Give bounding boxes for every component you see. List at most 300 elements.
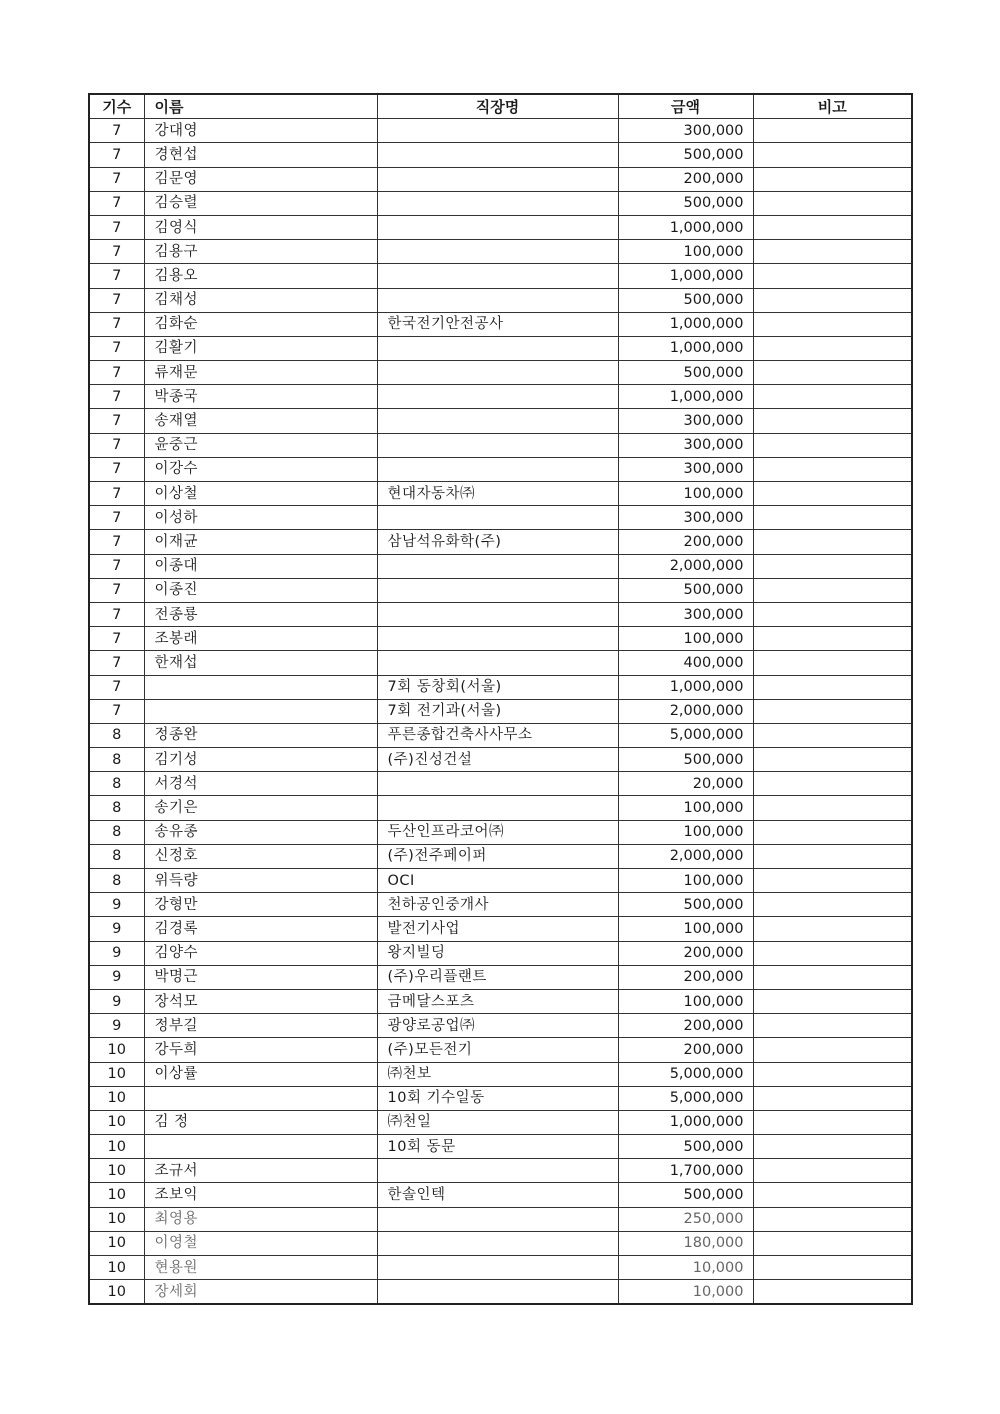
table-row — [89, 675, 912, 699]
generation-cell: 10 — [89, 1256, 144, 1280]
generation-cell: 7 — [89, 240, 144, 264]
amount-cell: 500,000 — [618, 191, 753, 215]
name-cell: 이강수 — [144, 457, 377, 481]
table-row — [89, 1014, 912, 1038]
amount-cell: 1,000,000 — [618, 336, 753, 360]
name-cell: 한재섭 — [144, 651, 377, 675]
table-row — [89, 288, 912, 312]
table-row — [89, 191, 912, 215]
name-cell — [144, 1135, 377, 1159]
name-cell: 박명근 — [144, 965, 377, 989]
amount-cell: 100,000 — [618, 482, 753, 506]
generation-cell: 7 — [89, 409, 144, 433]
workplace-cell — [377, 433, 618, 457]
table-row — [89, 385, 912, 409]
name-cell: 이상철 — [144, 482, 377, 506]
name-cell: 김활기 — [144, 336, 377, 360]
name-cell: 강형만 — [144, 893, 377, 917]
note-cell — [753, 627, 912, 651]
note-cell — [753, 482, 912, 506]
workplace-cell — [377, 385, 618, 409]
workplace-cell — [377, 143, 618, 167]
name-cell: 강두희 — [144, 1038, 377, 1062]
workplace-cell — [377, 240, 618, 264]
note-cell — [753, 167, 912, 191]
note-cell — [753, 651, 912, 675]
name-cell: 최영용 — [144, 1207, 377, 1231]
amount-cell: 5,000,000 — [618, 1062, 753, 1086]
workplace-cell — [377, 457, 618, 481]
table-row — [89, 699, 912, 723]
generation-cell: 7 — [89, 578, 144, 602]
name-cell: 송기은 — [144, 796, 377, 820]
workplace-cell — [377, 506, 618, 530]
generation-cell: 9 — [89, 893, 144, 917]
generation-cell: 7 — [89, 433, 144, 457]
workplace-cell: 7회 전기과(서울) — [377, 699, 618, 723]
name-cell: 김양수 — [144, 941, 377, 965]
generation-cell: 9 — [89, 989, 144, 1013]
amount-cell: 1,000,000 — [618, 264, 753, 288]
note-cell — [753, 1086, 912, 1110]
header-amount: 금액 — [618, 94, 753, 119]
generation-cell: 10 — [89, 1135, 144, 1159]
amount-cell: 500,000 — [618, 288, 753, 312]
generation-cell: 8 — [89, 844, 144, 868]
table-row — [89, 1135, 912, 1159]
table-row — [89, 1280, 912, 1305]
table-row — [89, 457, 912, 481]
note-cell — [753, 1014, 912, 1038]
amount-cell: 400,000 — [618, 651, 753, 675]
amount-cell: 500,000 — [618, 143, 753, 167]
workplace-cell — [377, 578, 618, 602]
generation-cell: 9 — [89, 965, 144, 989]
workplace-cell: 현대자동차㈜ — [377, 482, 618, 506]
workplace-cell — [377, 361, 618, 385]
name-cell: 강대영 — [144, 119, 377, 143]
name-cell: 김승렬 — [144, 191, 377, 215]
amount-cell: 100,000 — [618, 627, 753, 651]
name-cell: 김영식 — [144, 215, 377, 239]
name-cell: 이종대 — [144, 554, 377, 578]
workplace-cell: 광양로공업㈜ — [377, 1014, 618, 1038]
note-cell — [753, 748, 912, 772]
workplace-cell — [377, 336, 618, 360]
note-cell — [753, 723, 912, 747]
workplace-cell — [377, 796, 618, 820]
note-cell — [753, 675, 912, 699]
note-cell — [753, 893, 912, 917]
name-cell: 정종완 — [144, 723, 377, 747]
table-row — [89, 1110, 912, 1134]
header-note: 비고 — [753, 94, 912, 119]
note-cell — [753, 1183, 912, 1207]
name-cell: 김용오 — [144, 264, 377, 288]
amount-cell: 500,000 — [618, 1183, 753, 1207]
name-cell: 이영철 — [144, 1231, 377, 1255]
generation-cell: 9 — [89, 941, 144, 965]
table-row — [89, 941, 912, 965]
table-header-row — [89, 94, 912, 119]
amount-cell: 1,000,000 — [618, 385, 753, 409]
amount-cell: 500,000 — [618, 578, 753, 602]
donation-table-container — [88, 93, 911, 1305]
note-cell — [753, 1231, 912, 1255]
note-cell — [753, 240, 912, 264]
table-row — [89, 1159, 912, 1183]
generation-cell: 10 — [89, 1110, 144, 1134]
note-cell — [753, 941, 912, 965]
amount-cell: 20,000 — [618, 772, 753, 796]
table-row — [89, 312, 912, 336]
generation-cell: 10 — [89, 1280, 144, 1305]
generation-cell: 7 — [89, 457, 144, 481]
workplace-cell — [377, 1207, 618, 1231]
generation-cell: 8 — [89, 820, 144, 844]
note-cell — [753, 844, 912, 868]
table-row — [89, 143, 912, 167]
name-cell: 장석모 — [144, 989, 377, 1013]
note-cell — [753, 1159, 912, 1183]
workplace-cell: ㈜천일 — [377, 1110, 618, 1134]
generation-cell: 8 — [89, 723, 144, 747]
generation-cell: 9 — [89, 1014, 144, 1038]
workplace-cell — [377, 409, 618, 433]
name-cell: 박종국 — [144, 385, 377, 409]
note-cell — [753, 820, 912, 844]
workplace-cell: (주)전주페이퍼 — [377, 844, 618, 868]
name-cell: 김화순 — [144, 312, 377, 336]
workplace-cell: 한솔인텍 — [377, 1183, 618, 1207]
amount-cell: 200,000 — [618, 941, 753, 965]
amount-cell: 10,000 — [618, 1280, 753, 1305]
workplace-cell: (주)우리플랜트 — [377, 965, 618, 989]
generation-cell: 10 — [89, 1183, 144, 1207]
note-cell — [753, 119, 912, 143]
workplace-cell — [377, 167, 618, 191]
note-cell — [753, 1110, 912, 1134]
amount-cell: 180,000 — [618, 1231, 753, 1255]
amount-cell: 5,000,000 — [618, 1086, 753, 1110]
workplace-cell — [377, 627, 618, 651]
name-cell: 위득량 — [144, 869, 377, 893]
workplace-cell: 금메달스포츠 — [377, 989, 618, 1013]
amount-cell: 300,000 — [618, 506, 753, 530]
name-cell: 김경록 — [144, 917, 377, 941]
amount-cell: 200,000 — [618, 530, 753, 554]
workplace-cell — [377, 651, 618, 675]
table-row — [89, 917, 912, 941]
table-row — [89, 723, 912, 747]
name-cell: 정부길 — [144, 1014, 377, 1038]
table-row — [89, 627, 912, 651]
name-cell: 조봉래 — [144, 627, 377, 651]
donation-table — [88, 93, 913, 1305]
generation-cell: 8 — [89, 748, 144, 772]
workplace-cell — [377, 1280, 618, 1305]
table-row — [89, 361, 912, 385]
table-row — [89, 119, 912, 143]
table-row — [89, 554, 912, 578]
workplace-cell: 천하공인중개사 — [377, 893, 618, 917]
generation-cell: 7 — [89, 361, 144, 385]
name-cell: 김용구 — [144, 240, 377, 264]
name-cell: 이재균 — [144, 530, 377, 554]
note-cell — [753, 1135, 912, 1159]
amount-cell: 200,000 — [618, 965, 753, 989]
name-cell: 조보익 — [144, 1183, 377, 1207]
name-cell: 현용원 — [144, 1256, 377, 1280]
amount-cell: 2,000,000 — [618, 844, 753, 868]
table-row — [89, 893, 912, 917]
workplace-cell: 10회 기수일동 — [377, 1086, 618, 1110]
workplace-cell: 두산인프라코어㈜ — [377, 820, 618, 844]
name-cell — [144, 675, 377, 699]
note-cell — [753, 409, 912, 433]
note-cell — [753, 336, 912, 360]
generation-cell: 10 — [89, 1062, 144, 1086]
table-row — [89, 602, 912, 626]
table-row — [89, 651, 912, 675]
note-cell — [753, 869, 912, 893]
note-cell — [753, 796, 912, 820]
table-row — [89, 1062, 912, 1086]
generation-cell: 8 — [89, 869, 144, 893]
note-cell — [753, 578, 912, 602]
name-cell: 전종룡 — [144, 602, 377, 626]
table-body — [89, 119, 912, 1305]
name-cell: 김문영 — [144, 167, 377, 191]
table-row — [89, 482, 912, 506]
amount-cell: 2,000,000 — [618, 554, 753, 578]
workplace-cell — [377, 602, 618, 626]
note-cell — [753, 1062, 912, 1086]
workplace-cell: OCI — [377, 869, 618, 893]
note-cell — [753, 506, 912, 530]
name-cell: 송재열 — [144, 409, 377, 433]
note-cell — [753, 1256, 912, 1280]
note-cell — [753, 288, 912, 312]
note-cell — [753, 917, 912, 941]
table-row — [89, 1086, 912, 1110]
workplace-cell: 한국전기안전공사 — [377, 312, 618, 336]
workplace-cell: 왕지빌딩 — [377, 941, 618, 965]
header-workplace: 직장명 — [377, 94, 618, 119]
note-cell — [753, 699, 912, 723]
amount-cell: 500,000 — [618, 1135, 753, 1159]
amount-cell: 100,000 — [618, 989, 753, 1013]
amount-cell: 100,000 — [618, 917, 753, 941]
amount-cell: 200,000 — [618, 1014, 753, 1038]
workplace-cell: (주)진성건설 — [377, 748, 618, 772]
amount-cell: 100,000 — [618, 240, 753, 264]
workplace-cell — [377, 1231, 618, 1255]
amount-cell: 200,000 — [618, 1038, 753, 1062]
amount-cell: 200,000 — [618, 167, 753, 191]
amount-cell: 300,000 — [618, 602, 753, 626]
table-row — [89, 820, 912, 844]
table-row — [89, 989, 912, 1013]
workplace-cell — [377, 554, 618, 578]
note-cell — [753, 264, 912, 288]
generation-cell: 7 — [89, 530, 144, 554]
name-cell: 류재문 — [144, 361, 377, 385]
table-row — [89, 1038, 912, 1062]
table-row — [89, 748, 912, 772]
workplace-cell — [377, 1159, 618, 1183]
note-cell — [753, 1038, 912, 1062]
note-cell — [753, 143, 912, 167]
table-row — [89, 215, 912, 239]
generation-cell: 7 — [89, 191, 144, 215]
name-cell: 장세회 — [144, 1280, 377, 1305]
table-row — [89, 433, 912, 457]
amount-cell: 1,000,000 — [618, 1110, 753, 1134]
workplace-cell: 삼남석유화학(주) — [377, 530, 618, 554]
note-cell — [753, 215, 912, 239]
amount-cell: 5,000,000 — [618, 723, 753, 747]
note-cell — [753, 361, 912, 385]
generation-cell: 7 — [89, 143, 144, 167]
amount-cell: 500,000 — [618, 361, 753, 385]
generation-cell: 8 — [89, 796, 144, 820]
note-cell — [753, 433, 912, 457]
amount-cell: 250,000 — [618, 1207, 753, 1231]
workplace-cell — [377, 191, 618, 215]
generation-cell: 7 — [89, 288, 144, 312]
note-cell — [753, 772, 912, 796]
workplace-cell — [377, 215, 618, 239]
amount-cell: 500,000 — [618, 748, 753, 772]
note-cell — [753, 602, 912, 626]
generation-cell: 7 — [89, 506, 144, 530]
amount-cell: 100,000 — [618, 869, 753, 893]
generation-cell: 7 — [89, 651, 144, 675]
note-cell — [753, 1280, 912, 1305]
workplace-cell — [377, 772, 618, 796]
generation-cell: 10 — [89, 1207, 144, 1231]
workplace-cell — [377, 288, 618, 312]
generation-cell: 7 — [89, 482, 144, 506]
table-row — [89, 1256, 912, 1280]
name-cell: 이종진 — [144, 578, 377, 602]
amount-cell: 300,000 — [618, 409, 753, 433]
note-cell — [753, 554, 912, 578]
table-row — [89, 844, 912, 868]
note-cell — [753, 191, 912, 215]
table-row — [89, 578, 912, 602]
header-name: 이름 — [144, 94, 377, 119]
table-row — [89, 1231, 912, 1255]
amount-cell: 300,000 — [618, 433, 753, 457]
name-cell: 김채성 — [144, 288, 377, 312]
table-row — [89, 1183, 912, 1207]
amount-cell: 300,000 — [618, 457, 753, 481]
generation-cell: 7 — [89, 264, 144, 288]
workplace-cell — [377, 264, 618, 288]
workplace-cell: ㈜천보 — [377, 1062, 618, 1086]
generation-cell: 10 — [89, 1231, 144, 1255]
generation-cell: 9 — [89, 917, 144, 941]
generation-cell: 7 — [89, 336, 144, 360]
note-cell — [753, 457, 912, 481]
name-cell: 송유종 — [144, 820, 377, 844]
name-cell: 서경석 — [144, 772, 377, 796]
amount-cell: 100,000 — [618, 796, 753, 820]
workplace-cell: (주)모든전기 — [377, 1038, 618, 1062]
generation-cell: 7 — [89, 627, 144, 651]
generation-cell: 7 — [89, 699, 144, 723]
name-cell: 조규서 — [144, 1159, 377, 1183]
generation-cell: 8 — [89, 772, 144, 796]
workplace-cell: 10회 동문 — [377, 1135, 618, 1159]
name-cell: 김기성 — [144, 748, 377, 772]
amount-cell: 1,000,000 — [618, 312, 753, 336]
generation-cell: 10 — [89, 1038, 144, 1062]
generation-cell: 7 — [89, 602, 144, 626]
workplace-cell — [377, 1256, 618, 1280]
note-cell — [753, 989, 912, 1013]
generation-cell: 7 — [89, 312, 144, 336]
workplace-cell — [377, 119, 618, 143]
workplace-cell: 7회 동창회(서울) — [377, 675, 618, 699]
table-row — [89, 264, 912, 288]
generation-cell: 7 — [89, 554, 144, 578]
note-cell — [753, 1207, 912, 1231]
name-cell: 윤중근 — [144, 433, 377, 457]
note-cell — [753, 312, 912, 336]
table-row — [89, 336, 912, 360]
amount-cell: 300,000 — [618, 119, 753, 143]
generation-cell: 10 — [89, 1159, 144, 1183]
amount-cell: 1,700,000 — [618, 1159, 753, 1183]
table-row — [89, 965, 912, 989]
amount-cell: 1,000,000 — [618, 215, 753, 239]
generation-cell: 10 — [89, 1086, 144, 1110]
name-cell: 이상률 — [144, 1062, 377, 1086]
table-row — [89, 772, 912, 796]
workplace-cell: 푸른종합건축사사무소 — [377, 723, 618, 747]
note-cell — [753, 385, 912, 409]
generation-cell: 7 — [89, 119, 144, 143]
table-row — [89, 869, 912, 893]
name-cell: 신정호 — [144, 844, 377, 868]
name-cell — [144, 699, 377, 723]
amount-cell: 10,000 — [618, 1256, 753, 1280]
amount-cell: 100,000 — [618, 820, 753, 844]
workplace-cell: 발전기사업 — [377, 917, 618, 941]
generation-cell: 7 — [89, 675, 144, 699]
note-cell — [753, 530, 912, 554]
header-generation: 기수 — [89, 94, 144, 119]
amount-cell: 2,000,000 — [618, 699, 753, 723]
note-cell — [753, 965, 912, 989]
name-cell: 이성하 — [144, 506, 377, 530]
name-cell: 김 정 — [144, 1110, 377, 1134]
table-row — [89, 409, 912, 433]
table-row — [89, 530, 912, 554]
generation-cell: 7 — [89, 215, 144, 239]
amount-cell: 500,000 — [618, 893, 753, 917]
name-cell: 경현섭 — [144, 143, 377, 167]
table-row — [89, 796, 912, 820]
table-row — [89, 1207, 912, 1231]
table-row — [89, 167, 912, 191]
name-cell — [144, 1086, 377, 1110]
generation-cell: 7 — [89, 167, 144, 191]
table-row — [89, 240, 912, 264]
